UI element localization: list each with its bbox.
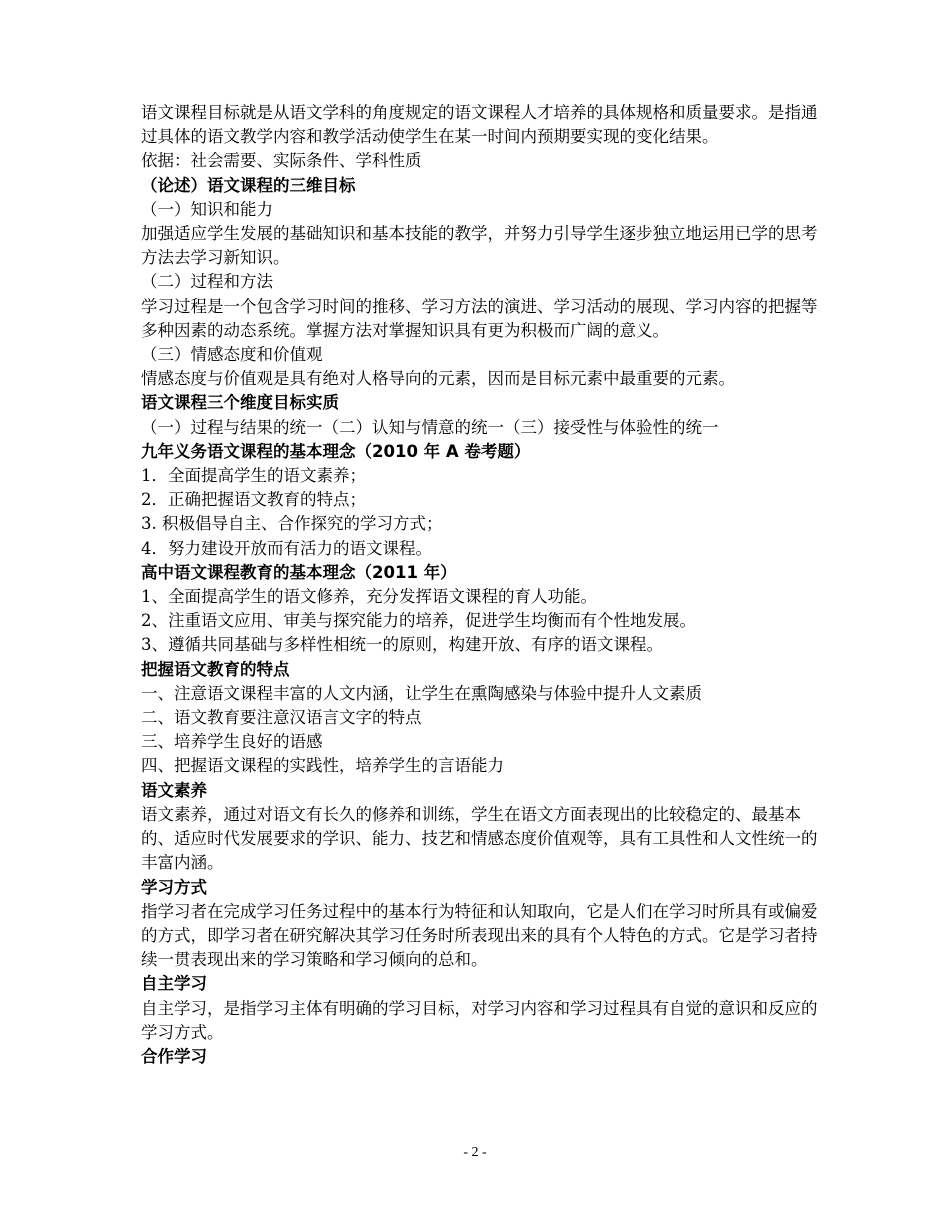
section-heading: 自主学习 <box>141 974 207 994</box>
body-paragraph: 依据：社会需要、实际条件、学科性质 <box>141 151 422 171</box>
section-heading: 语文课程三个维度目标实质 <box>141 393 339 413</box>
section-heading: 学习方式 <box>141 877 207 897</box>
body-paragraph: 加强适应学生发展的基础知识和基本技能的教学，并努力引导学生逐步独立地运用已学的思考方法去学习新知识。 <box>141 224 818 268</box>
body-paragraph: 学习过程是一个包含学习时间的推移、学习方法的演进、学习活动的展现、学习内容的把握等多种因素的动态系统。掌握方法对掌握知识具有更为积极而广阔的意义。 <box>141 296 818 340</box>
section-heading: 高中语文课程教育的基本理念（2011 年） <box>141 562 457 582</box>
body-paragraph: 二、语文教育要注意汉语言文字的特点 <box>141 708 422 728</box>
section-heading: 九年义务语文课程的基本理念（2010 年 A 卷考题） <box>141 441 531 461</box>
body-paragraph: 语文素养，通过对语文有长久的修养和训练，学生在语文方面表现出的比较稳定的、最基本的、适应时代发展要求的学识、能力、技艺和情感态度价值观等，具有工具性和人文性统一的丰富内涵。 <box>141 804 818 873</box>
page-number: - 2 - <box>463 1145 487 1160</box>
body-paragraph: 情感态度与价值观是具有绝对人格导向的元素，因而是目标元素中最重要的元素。 <box>141 369 735 389</box>
body-paragraph: （一）过程与结果的统一（二）认知与情意的统一（三）接受性与体验性的统一 <box>141 417 719 437</box>
body-paragraph: 1．全面提高学生的语文素养； <box>141 466 366 486</box>
body-paragraph: 3、遵循共同基础与多样性相统一的原则，构建开放、有序的语文课程。 <box>141 635 663 655</box>
body-paragraph: （三）情感态度和价值观 <box>141 345 323 365</box>
body-paragraph: 1、全面提高学生的语文修养，充分发挥语文课程的育人功能。 <box>141 587 597 607</box>
body-paragraph: 2、注重语文应用、审美与探究能力的培养，促进学生均衡而有个性地发展。 <box>141 611 696 631</box>
body-paragraph: 四、把握语文课程的实践性，培养学生的言语能力 <box>141 756 504 776</box>
section-heading: 把握语文教育的特点 <box>141 659 290 679</box>
section-heading: 语文素养 <box>141 780 207 800</box>
document-body <box>141 101 821 1069</box>
section-heading: （论述）语文课程的三维目标 <box>141 175 356 195</box>
body-paragraph: 2．正确把握语文教育的特点； <box>141 490 366 510</box>
body-paragraph: （二）过程和方法 <box>141 272 273 292</box>
body-paragraph: 4．努力建设开放而有活力的语文课程。 <box>141 538 432 558</box>
section-heading: 合作学习 <box>141 1046 207 1066</box>
body-paragraph: （一）知识和能力 <box>141 199 273 219</box>
body-paragraph: 语文课程目标就是从语文学科的角度规定的语文课程人才培养的具体规格和质量要求。是指通过具体的语文教学内容和教学活动使学生在某一时间内预期要实现的变化结果。 <box>141 103 818 147</box>
body-paragraph: 三、培养学生良好的语感 <box>141 732 323 752</box>
body-paragraph: 一、注意语文课程丰富的人文内涵，让学生在熏陶感染与体验中提升人文素质 <box>141 683 702 703</box>
body-paragraph: 自主学习，是指学习主体有明确的学习目标，对学习内容和学习过程具有自觉的意识和反应的学习方式。 <box>141 998 818 1042</box>
body-paragraph: 指学习者在完成学习任务过程中的基本行为特征和认知取向，它是人们在学习时所具有或偏爱的方式，即学习者在研究解决其学习任务时所表现出来的具有个人特色的方式。它是学习者持续一贯表现出来的学习策略和学习倾向的总和。 <box>141 901 818 970</box>
body-paragraph: 3. 积极倡导自主、合作探究的学习方式； <box>141 514 443 534</box>
